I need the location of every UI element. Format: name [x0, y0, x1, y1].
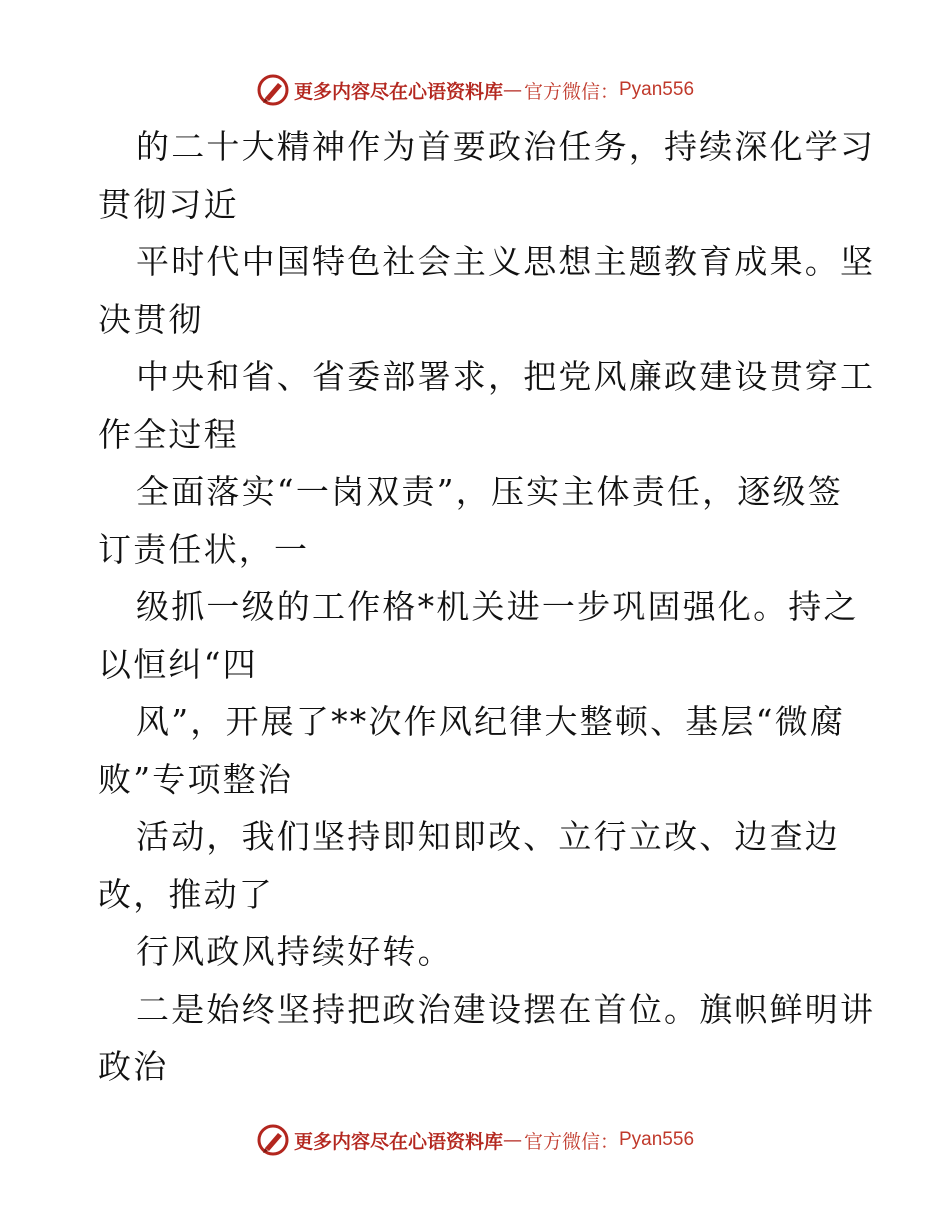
text-line: 级抓一级的工作格*机关进一步巩固强化。持之: [136, 587, 859, 626]
text-line: 作全过程: [98, 414, 239, 454]
text-line: 败”专项整治: [98, 759, 294, 799]
banner-dash: —: [502, 79, 522, 101]
banner-dash: —: [502, 1129, 522, 1151]
text-line: 行风政风持续好转。: [136, 932, 453, 971]
text-line: 中央和省、省委部署求，把党风廉政建设贯穿工: [136, 357, 876, 396]
header-banner: [0, 70, 950, 110]
footer-banner: [0, 1120, 950, 1160]
text-line: 政治: [98, 1047, 169, 1086]
text-line: 平时代中国特色社会主义思想主题教育成果。坚: [136, 242, 876, 281]
wechat-label: 官方微信：: [523, 80, 619, 103]
brand-text: 更多内容尽在心语资料库: [293, 1130, 503, 1153]
text-line: 全面落实“一岗双责”，压实主体责任，逐级签: [136, 472, 843, 511]
text-line: 以恒纠“四: [98, 644, 258, 684]
brand-text: 更多内容尽在心语资料库: [293, 80, 503, 103]
text-line: 的二十大精神作为首要政治任务，持续深化学习: [136, 127, 876, 166]
text-line: 风”，开展了**次作风纪律大整顿、基层“微腐: [136, 702, 846, 741]
text-line: 决贯彻: [98, 299, 204, 339]
text-line: 订责任状，一: [98, 529, 310, 569]
text-line: 改，推动了: [98, 874, 274, 914]
text-line: 二是始终坚持把政治建设摆在首位。旗帜鲜明讲: [136, 989, 876, 1029]
wechat-label: 官方微信：: [523, 1130, 619, 1153]
document-body: [98, 118, 876, 1096]
wechat-id: Pyan556: [619, 1129, 695, 1150]
pen-logo-icon: [256, 73, 290, 107]
pen-logo-icon: [256, 1123, 290, 1157]
wechat-id: Pyan556: [619, 79, 695, 100]
text-line: 活动，我们坚持即知即改、立行立改、边查边: [136, 817, 840, 856]
text-line: 贯彻习近: [98, 184, 239, 224]
